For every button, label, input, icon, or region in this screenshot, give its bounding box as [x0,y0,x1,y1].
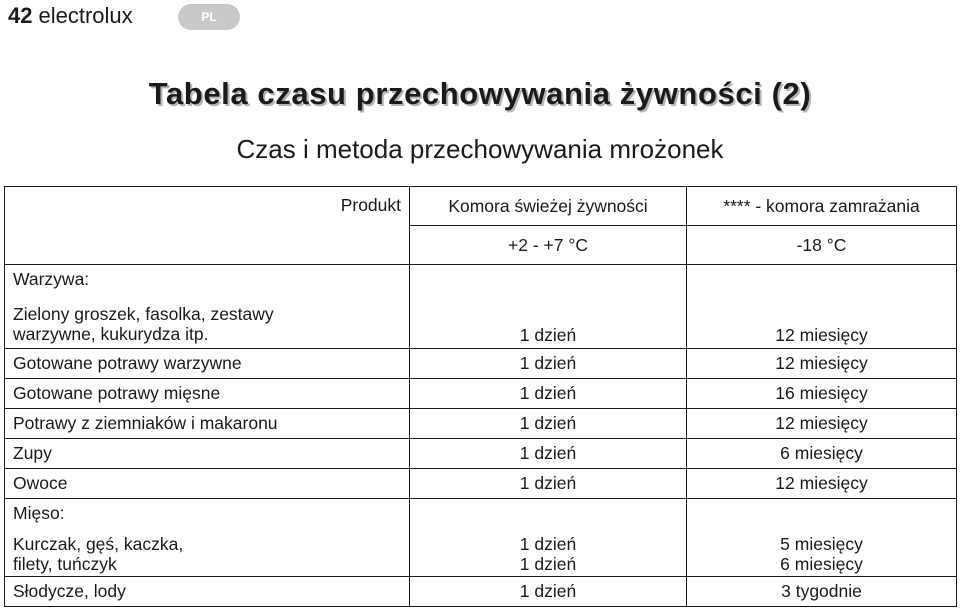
meat-freezer-cell [687,499,957,577]
meat-fresh-2: 1 dzień [519,554,577,574]
row-product: Słodycze, lody [5,577,410,607]
row-freezer: 3 tygodnie [687,577,957,607]
vegetables-fresh: 1 dzień [410,265,687,349]
row-fresh: 1 dzień [410,469,687,499]
row-product: Gotowane potrawy mięsne [5,379,410,409]
row-freezer: 12 miesięcy [687,409,957,439]
vegetables-item-line2: warzywne, kukurydza itp. [13,324,209,344]
row-product: Potrawy z ziemniaków i makaronu [5,409,410,439]
page-number: 42 [8,3,33,28]
header-fresh: Komora świeżej żywności [410,187,687,226]
storage-table [4,186,957,607]
table-row [5,379,957,409]
fresh-temperature: +2 - +7 °C [410,226,687,265]
table-row [5,349,957,379]
meat-item-line2: filety, tuńczyk [13,554,117,574]
table-row [5,439,957,469]
header-freezer: **** - komora zamrażania [687,187,957,226]
table-row [5,409,957,439]
table-row [5,469,957,499]
table-row-vegetables [5,265,957,349]
page-subtitle: Czas i metoda przechowywania mrożonek [236,134,724,164]
row-freezer: 12 miesięcy [687,469,957,499]
row-fresh: 1 dzień [410,409,687,439]
page-title: Tabela czasu przechowywania żywności (2) [148,76,812,111]
meat-group-label: Mięso: [13,503,65,523]
meat-freezer-2: 6 miesięcy [780,554,863,574]
brand-name: electrolux [38,3,133,28]
row-fresh: 1 dzień [410,577,687,607]
vegetables-group-label: Warzywa: [13,269,90,289]
row-product: Gotowane potrawy warzywne [5,349,410,379]
meat-fresh-1: 1 dzień [519,534,577,554]
row-product: Zupy [5,439,410,469]
meat-cell [5,499,410,577]
table-row [5,577,957,607]
table-row-meat [5,499,957,577]
freezer-temperature: -18 °C [687,226,957,265]
header-product: Produkt [5,187,410,265]
row-fresh: 1 dzień [410,349,687,379]
row-fresh: 1 dzień [410,439,687,469]
vegetables-cell [5,265,410,349]
page-header [8,2,133,30]
meat-item-line1: Kurczak, gęś, kaczka, [13,534,184,554]
row-product: Owoce [5,469,410,499]
row-fresh: 1 dzień [410,379,687,409]
row-freezer: 12 miesięcy [687,349,957,379]
vegetables-freezer: 12 miesięcy [687,265,957,349]
vegetables-item-line1: Zielony groszek, fasolka, zestawy [13,304,274,324]
row-freezer: 6 miesięcy [687,439,957,469]
language-badge: PL [178,4,240,30]
table-header-row [5,187,957,226]
row-freezer: 16 miesięcy [687,379,957,409]
meat-fresh-cell [410,499,687,577]
meat-freezer-1: 5 miesięcy [780,534,863,554]
